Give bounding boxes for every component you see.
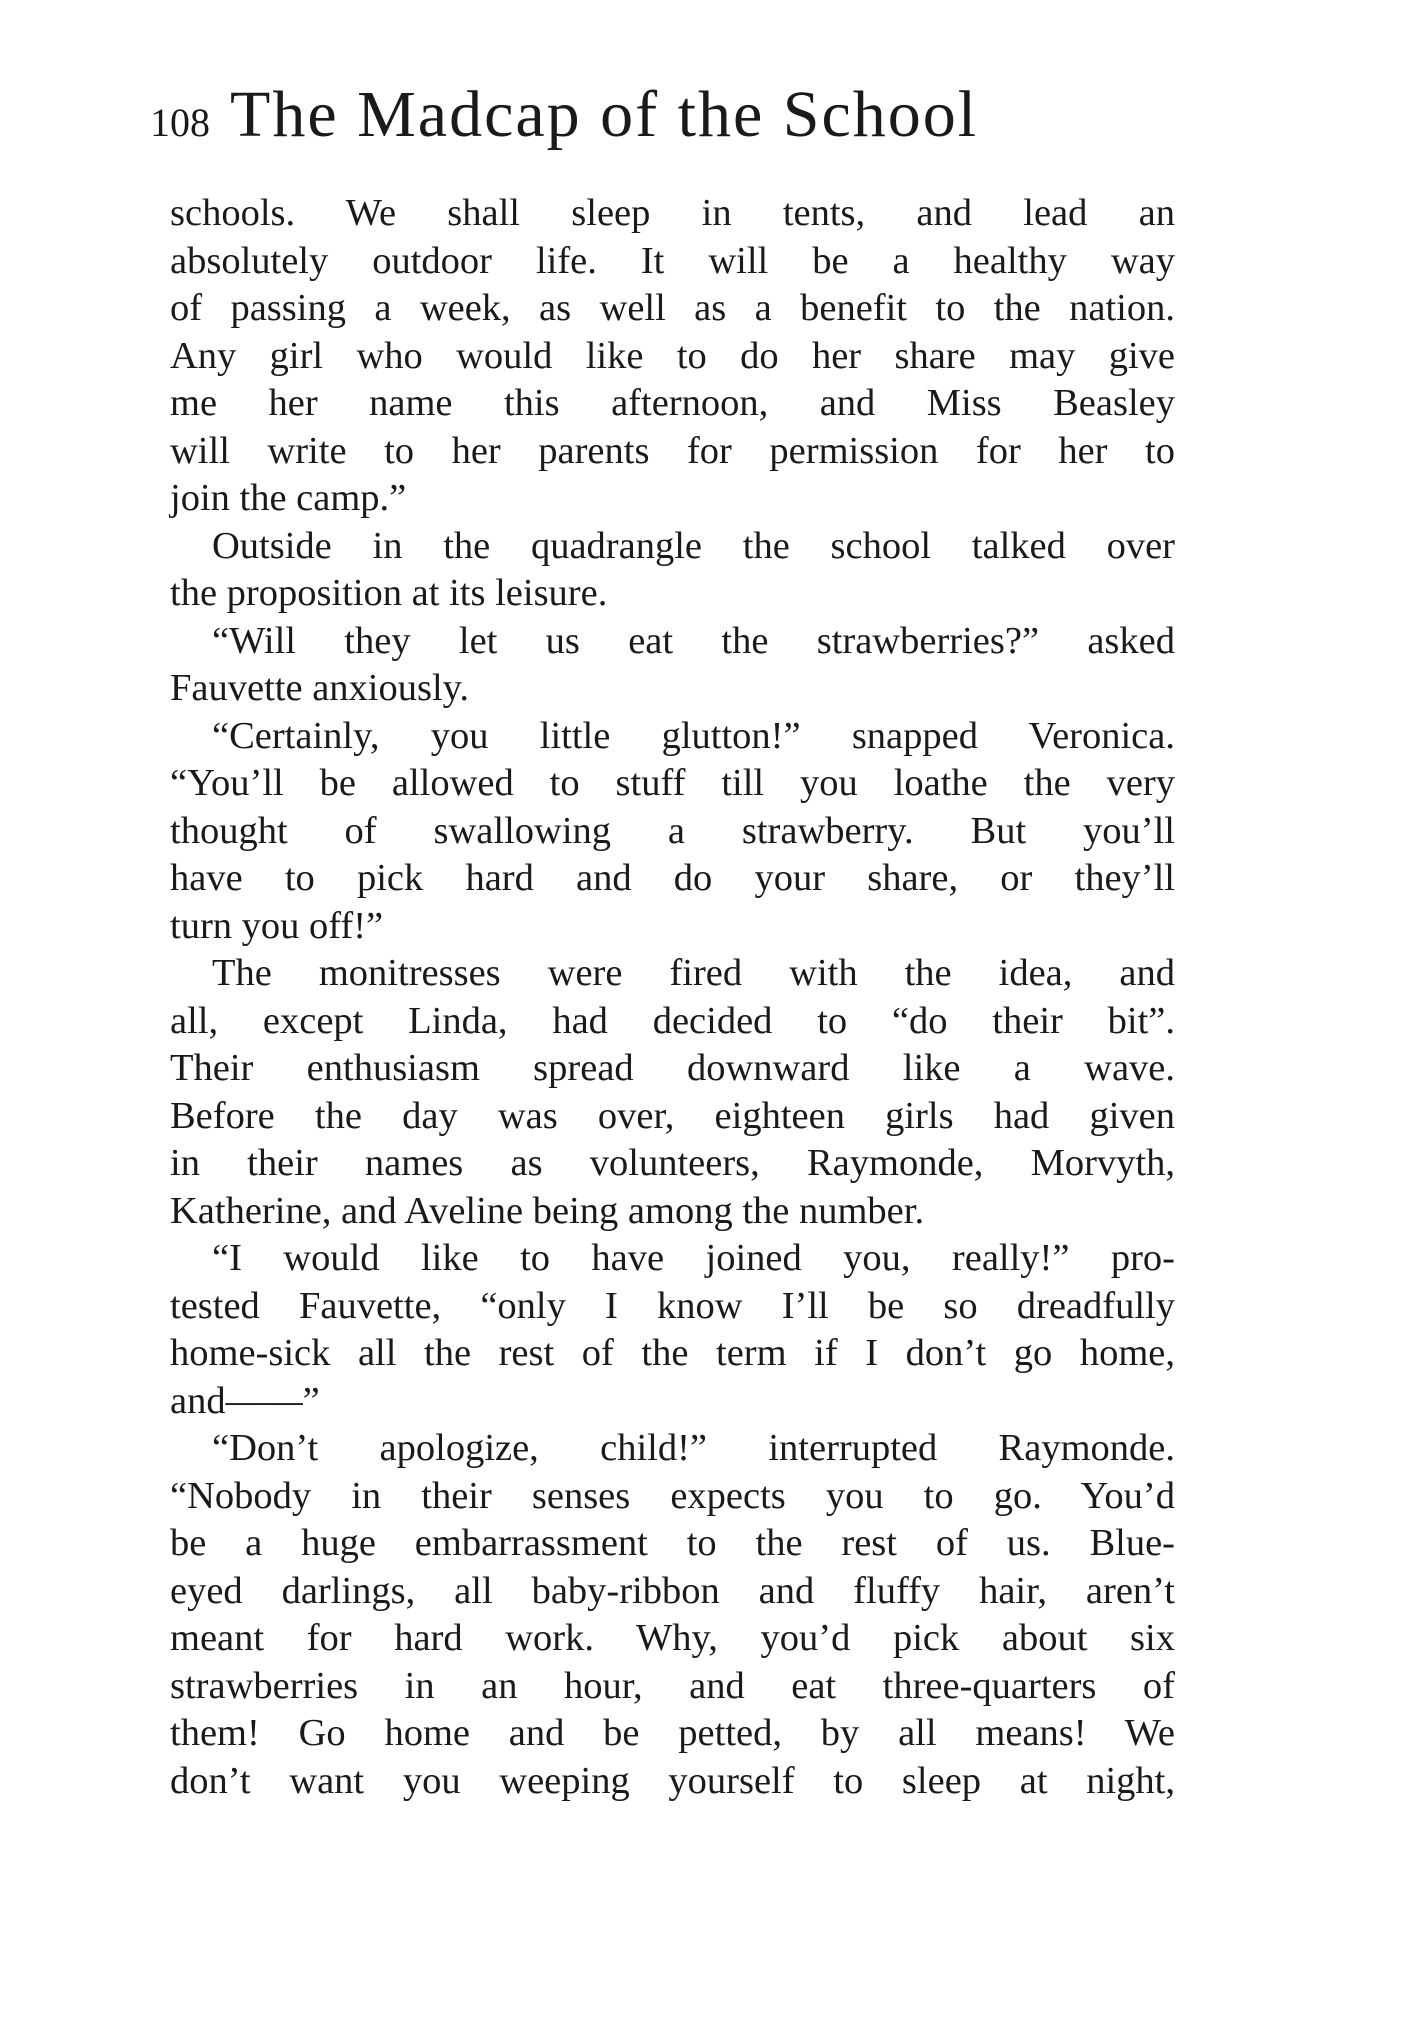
text-line: “Don’t apologize, child!” interrupted Raymonde. bbox=[212, 1427, 1175, 1469]
text-line: eyed darlings, all baby-ribbon and fluffy hair, aren’t bbox=[170, 1569, 1175, 1612]
page-number: 108 bbox=[150, 100, 210, 145]
text-line: join the camp.” bbox=[170, 477, 407, 519]
text-line: turn you off!” bbox=[170, 904, 384, 947]
text-line: and——” bbox=[170, 1379, 320, 1422]
text-line: “Nobody in their senses expects you to go. You’d bbox=[170, 1474, 1175, 1517]
text-line: the proposition at its leisure. bbox=[170, 572, 608, 614]
text-line: of passing a week, as well as a benefit to the nation. bbox=[170, 287, 1175, 329]
text-line: “You’ll be allowed to stuff till you loathe the very bbox=[170, 762, 1175, 804]
text-line: tested Fauvette, “only I know I’ll be so dreadfully bbox=[170, 1284, 1175, 1327]
text-line: schools. We shall sleep in tents, and lead an bbox=[170, 192, 1175, 234]
text-line: Katherine, and Aveline being among the number. bbox=[170, 1189, 925, 1232]
text-line: The monitresses were fired with the idea, and bbox=[212, 952, 1175, 994]
text-line: Before the day was over, eighteen girls had given bbox=[170, 1094, 1175, 1137]
text-line: “Will they let us eat the strawberries?” asked bbox=[212, 619, 1175, 662]
text-line: Outside in the quadrangle the school talked over bbox=[212, 524, 1175, 567]
text-line: home-sick all the rest of the term if I don’t go home, bbox=[170, 1332, 1175, 1374]
text-line: don’t want you weeping yourself to sleep at night, bbox=[170, 1759, 1175, 1802]
text-line: in their names as volunteers, Raymonde, Morvyth, bbox=[170, 1142, 1175, 1184]
running-head bbox=[150, 78, 979, 151]
text-line: have to pick hard and do your share, or they’ll bbox=[170, 857, 1175, 899]
text-line: me her name this afternoon, and Miss Beasley bbox=[170, 382, 1175, 424]
body-text bbox=[170, 190, 1175, 1805]
text-line: thought of swallowing a strawberry. But you’ll bbox=[170, 809, 1175, 852]
text-line: be a huge embarrassment to the rest of us. Blue- bbox=[170, 1522, 1175, 1564]
running-title: The Madcap of the School bbox=[230, 78, 979, 151]
text-line: Any girl who would like to do her share may give bbox=[170, 334, 1175, 377]
text-line: Fauvette anxiously. bbox=[170, 667, 470, 709]
text-line: “I would like to have joined you, really!” pro- bbox=[212, 1237, 1175, 1279]
text-line: “Certainly, you little glutton!” snapped Veronica. bbox=[212, 714, 1175, 757]
text-line: will write to her parents for permission for her to bbox=[170, 429, 1175, 472]
text-line: Their enthusiasm spread downward like a wave. bbox=[170, 1047, 1175, 1089]
text-line: them! Go home and be petted, by all means! We bbox=[170, 1712, 1175, 1754]
text-line: all, except Linda, had decided to “do their bit”. bbox=[170, 999, 1175, 1042]
text-line: meant for hard work. Why, you’d pick about six bbox=[170, 1617, 1175, 1659]
text-line: strawberries in an hour, and eat three-quarters of bbox=[170, 1664, 1175, 1707]
text-line: absolutely outdoor life. It will be a healthy way bbox=[170, 239, 1175, 282]
